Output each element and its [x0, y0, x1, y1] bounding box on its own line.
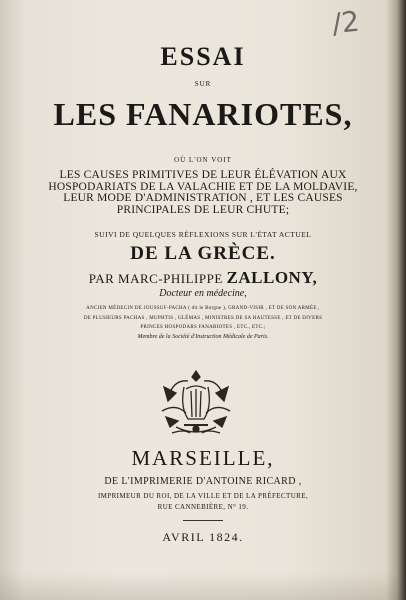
- causes-line: HOSPODARIATS DE LA VALACHIE ET DE LA MOLDAVIE,: [48, 180, 358, 193]
- subtitle-ou: OÙ L'ON VOIT: [174, 156, 232, 164]
- subtitle-causes: [0, 170, 406, 216]
- subtitle-grece: DE LA GRÈCE.: [130, 243, 276, 264]
- author-docteur: Docteur en médecine,: [159, 288, 247, 299]
- role-line: RUE CANNEBIÈRE, N° 19.: [157, 503, 249, 511]
- lyre-trophy-vignette-icon: [154, 367, 238, 439]
- causes-line: LES CAUSES PRIMITIVES DE LEUR ÉLÉVATION AUX: [59, 169, 347, 181]
- author-par: PAR MARC-PHILIPPE: [88, 271, 223, 286]
- imprint-role: [0, 491, 406, 513]
- divider-rule: [183, 520, 223, 521]
- title-sur: SUR: [194, 80, 212, 88]
- details-line: DE PLUSIEURS PACHAS , MUPHTIS , ULÉMAS , MINISTRES DE SA HAUTESSE , ET DE DIVERS: [83, 315, 323, 321]
- subtitle-suivi: SUIVI DE QUELQUES RÉFLEXIONS SUR L'ÉTAT ACTUEL: [94, 230, 312, 239]
- causes-line: LEUR MODE D'ADMINISTRATION , ET LES CAUSES: [63, 192, 343, 204]
- author-details: [0, 304, 406, 333]
- imprint-date: AVRIL 1824.: [162, 530, 244, 544]
- pencil-annotation: /2: [330, 4, 361, 41]
- details-line: PRINCES HOSPODARS FANARIOTES , ETC., ETC.;: [140, 325, 266, 330]
- causes-line: PRINCIPALES DE LEUR CHUTE;: [116, 203, 290, 216]
- main-title: LES FANARIOTES,: [53, 96, 353, 132]
- author-line: [0, 268, 406, 288]
- imprint-city: MARSEILLE,: [131, 446, 275, 470]
- author-membre: Membre de la Société d'Instruction Médicale de Paris.: [137, 334, 269, 340]
- title-essai: ESSAI: [160, 42, 246, 71]
- details-line: ANCIEN MÉDECIN DE JOUSSUF-PACHA ( dit le Borgne ), GRAND-VISIR , ET DE SON ARMÉE ,: [86, 306, 320, 311]
- role-line: IMPRIMEUR DU ROI, DE LA VILLE ET DE LA PRÉFECTURE,: [97, 492, 309, 500]
- author-surname: ZALLONY,: [226, 268, 318, 287]
- page-bottom-shadow: [0, 572, 406, 600]
- imprint-printer: DE L'IMPRIMERIE D'ANTOINE RICARD ,: [104, 476, 302, 487]
